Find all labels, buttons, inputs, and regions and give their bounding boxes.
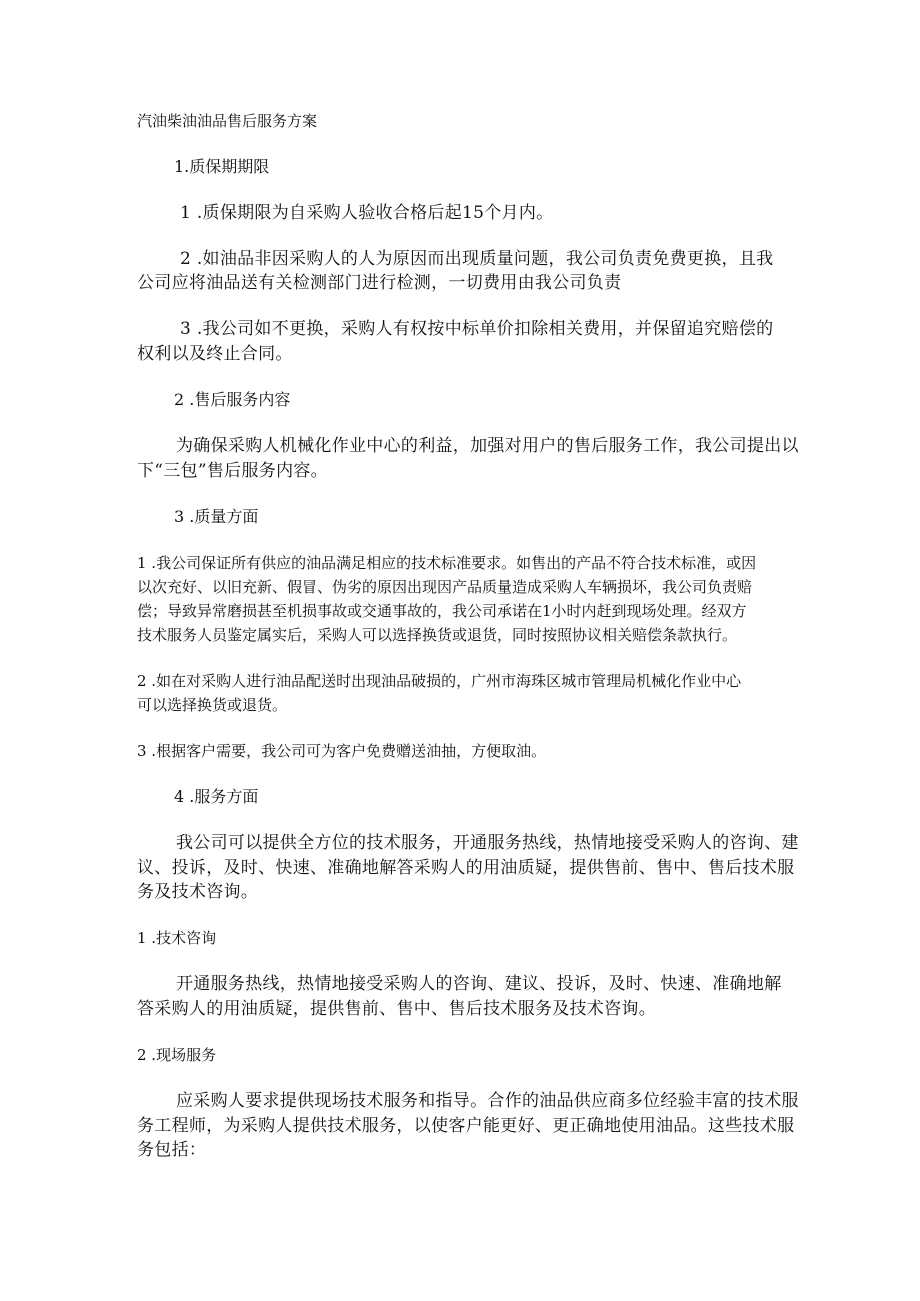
document-title: 汽油柴油油品售后服务方案	[137, 112, 318, 130]
section-3-item-2-line-1: 2 .如在对采购人进行油品配送时出现油品破损的，广州市海珠区城市管理局机械化作业中心	[137, 672, 742, 690]
subsection-2-para-line-1: 应采购人要求提供现场技术服务和指导。合作的油品供应商多位经验丰富的技术服	[176, 1091, 799, 1111]
section-3-heading: 3 .质量方面	[174, 507, 259, 526]
section-2-para-line-1: 为确保采购人机械化作业中心的利益，加强对用户的售后服务工作，我公司提出以	[176, 436, 799, 456]
section-3-item-1-line-1: 1 .我公司保证所有供应的油品满足相应的技术标准要求。如售出的产品不符合技术标准，或因	[137, 554, 757, 572]
section-1-item-1: 1 .质保期限为自采购人验收合格后起15个月内。	[180, 203, 554, 223]
section-4-heading: 4 .服务方面	[174, 787, 259, 806]
subsection-1-para-line-2: 答采购人的用油质疑，提供售前、售中、售后技术服务及技术咨询。	[137, 999, 656, 1019]
subsection-2-heading: 2 .现场服务	[137, 1046, 217, 1064]
subsection-1-para-line-1: 开通服务热线，热情地接受采购人的咨询、建议、投诉，及时、快速、准确地解	[176, 974, 782, 994]
section-3-item-2-line-2: 可以选择换货或退货。	[137, 696, 288, 714]
subsection-2-para-line-3: 务包括：	[137, 1140, 207, 1160]
section-3-item-1-line-3: 偿；导致异常磨损甚至机损事故或交通事故的，我公司承诺在1小时内赶到现场处理。经双方	[137, 602, 747, 620]
section-1-item-3-line-2: 权利以及终止合同。	[137, 344, 293, 364]
section-4-para-line-3: 务及技术咨询。	[137, 882, 259, 902]
section-1-item-3-line-1: 3 .我公司如不更换，采购人有权按中标单价扣除相关费用，并保留追究赔偿的	[180, 319, 774, 339]
section-2-para-line-2: 下“三包”售后服务内容。	[137, 461, 328, 481]
section-3-item-3: 3 .根据客户需要，我公司可为客户免费赠送油抽，方便取油。	[137, 742, 547, 760]
section-1-item-2-line-2: 公司应将油品送有关检测部门进行检测，一切费用由我公司负责	[137, 273, 622, 293]
section-4-para-line-2: 议、投诉，及时、快速、准确地解答采购人的用油质疑，提供售前、售中、售后技术服	[137, 858, 795, 878]
subsection-2-para-line-2: 务工程师，为采购人提供技术服务，以使客户能更好、更正确地使用油品。这些技术服	[137, 1116, 795, 1136]
section-3-item-1-line-2: 以次充好、以旧充新、假冒、伪劣的原因出现因产品质量造成采购人车辆损坏，我公司负责赔	[137, 578, 753, 596]
section-4-para-line-1: 我公司可以提供全方位的技术服务，开通服务热线，热情地接受采购人的咨询、建	[176, 833, 799, 853]
section-1-item-2-line-1: 2 .如油品非因采购人的人为原因而出现质量问题，我公司负责免费更换，且我	[180, 249, 774, 269]
section-2-heading: 2 .售后服务内容	[174, 390, 291, 409]
subsection-1-heading: 1 .技术咨询	[137, 929, 217, 947]
section-3-item-1-line-4: 技术服务人员鉴定属实后，采购人可以选择换货或退货，同时按照协议相关赔偿条款执行。	[137, 626, 738, 644]
section-1-heading: 1.质保期期限	[174, 157, 270, 176]
